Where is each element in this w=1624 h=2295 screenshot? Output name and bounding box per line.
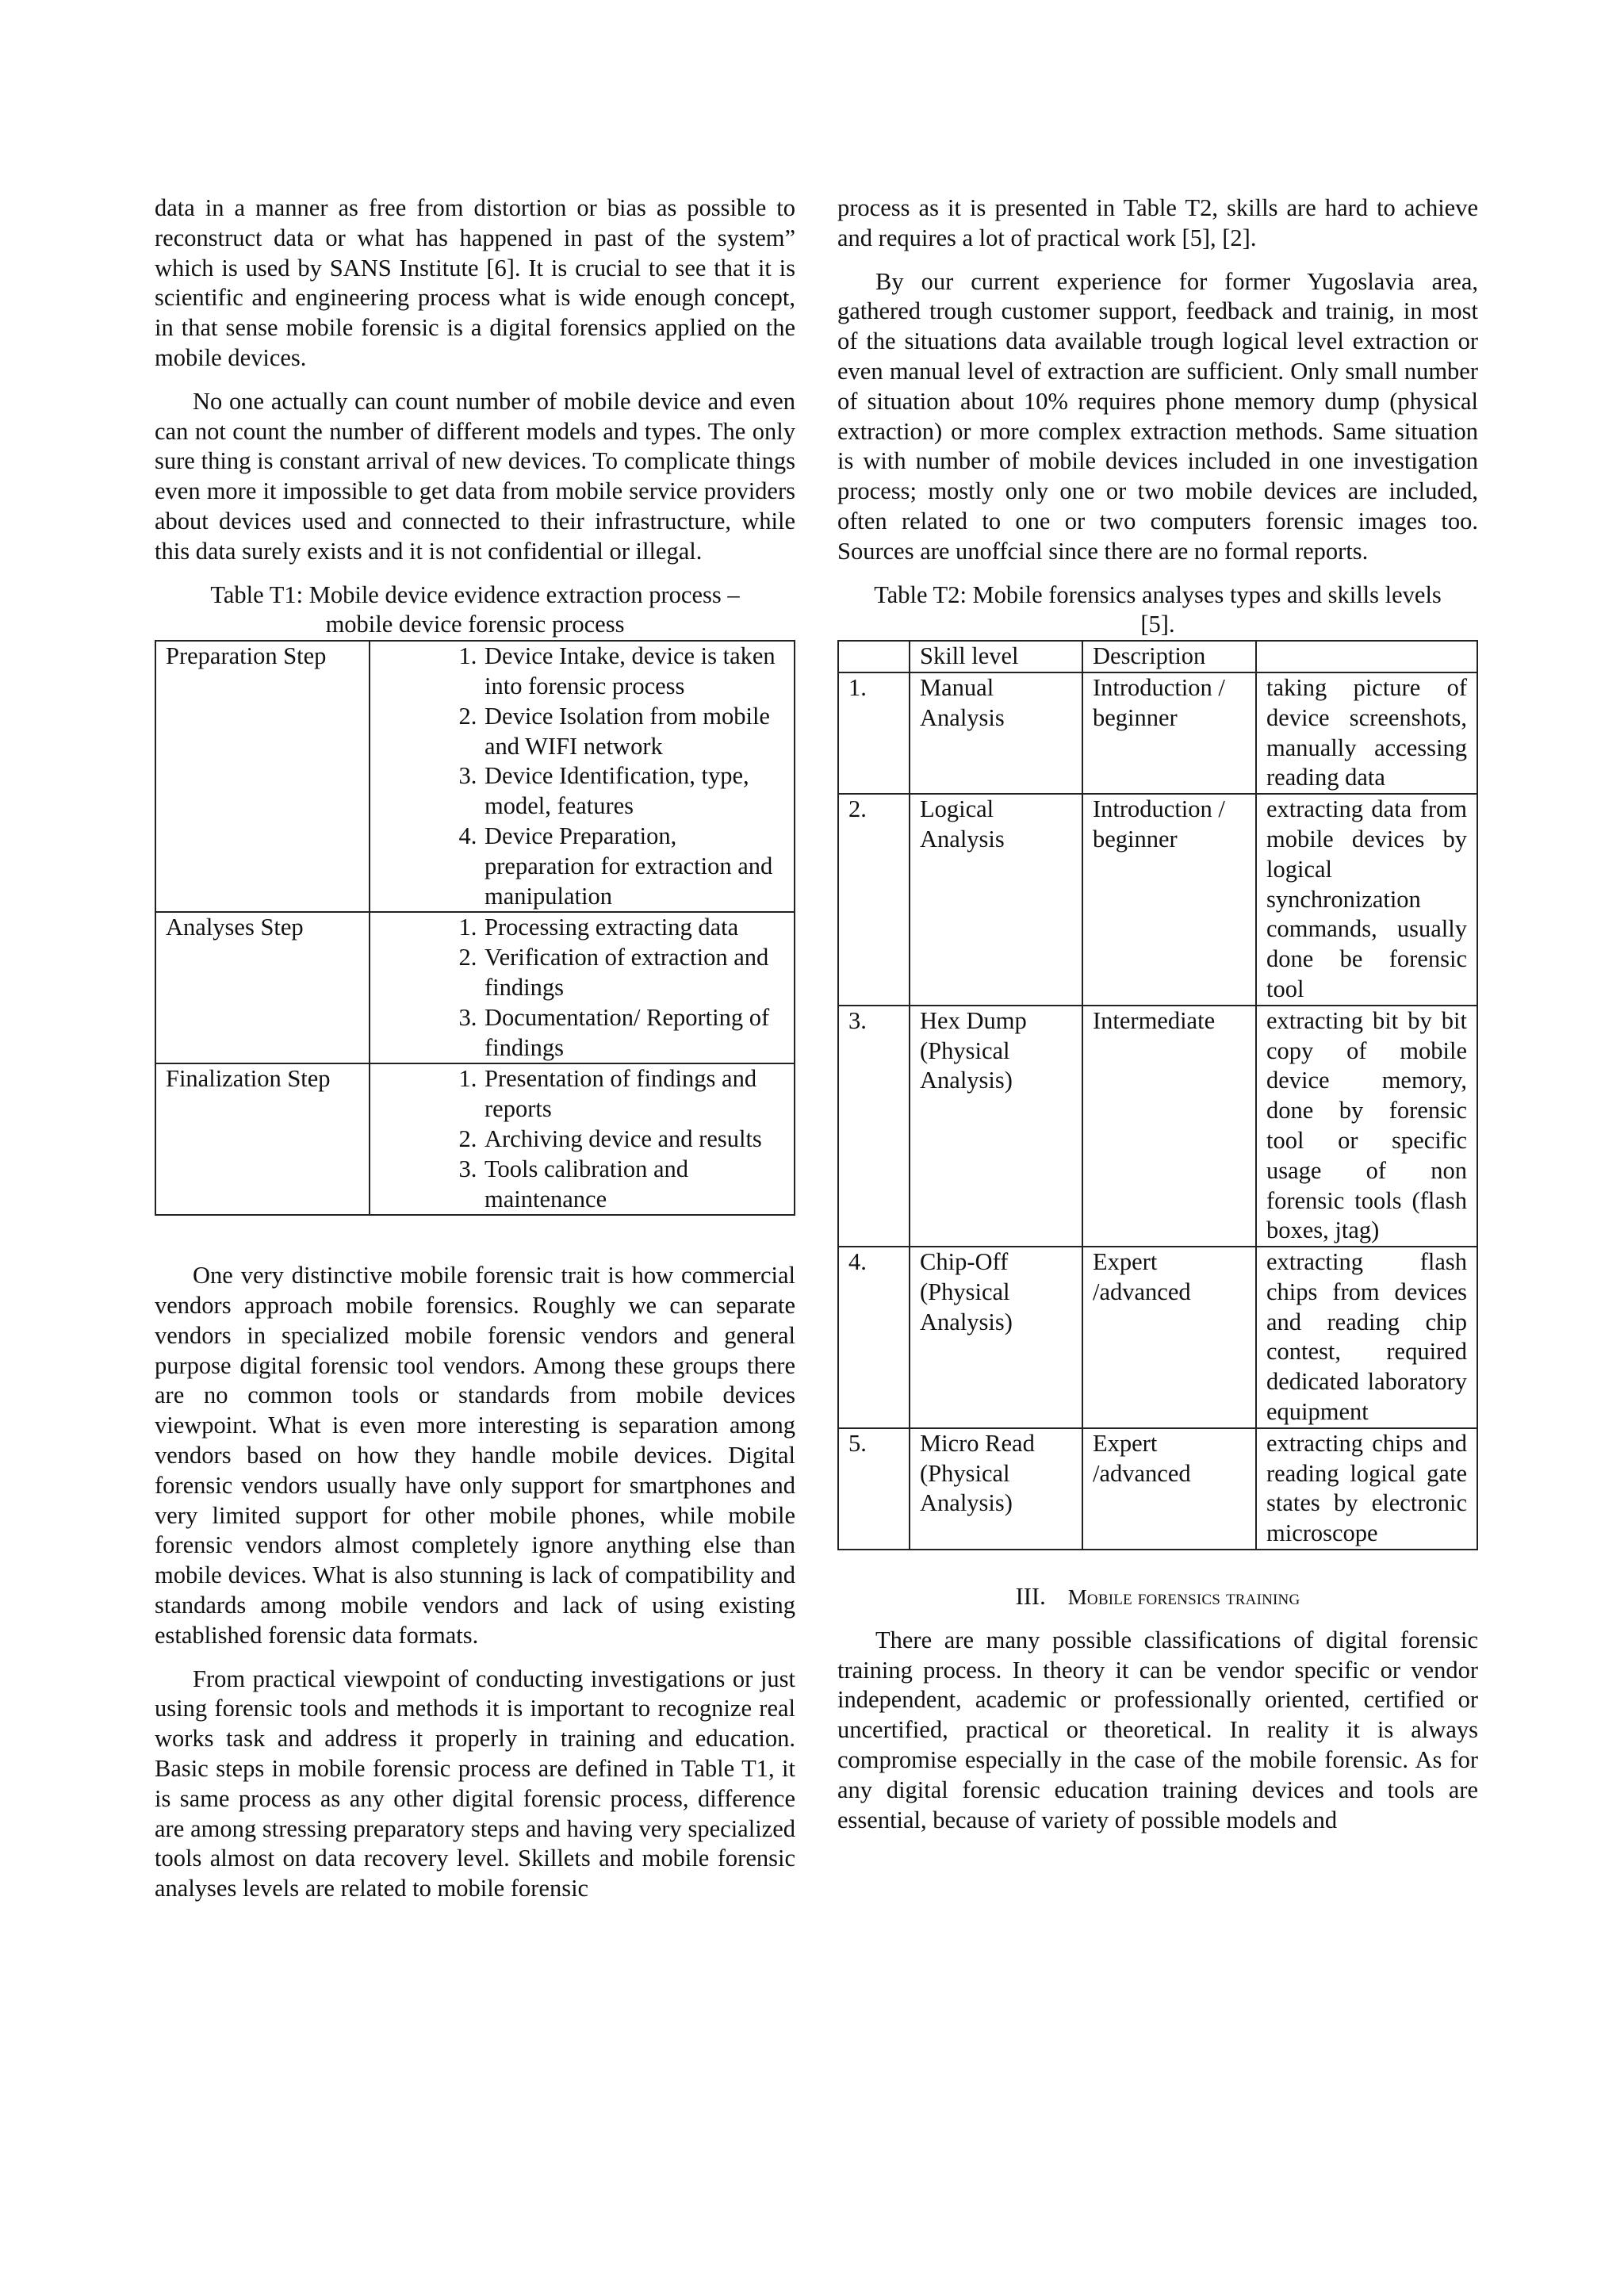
table-cell-step: Analyses Step (155, 912, 370, 1063)
list-item: 3. Documentation/ Reporting of findings (483, 1003, 784, 1063)
list-item: 1. Processing extracting data (483, 913, 784, 943)
table-t1 (155, 640, 795, 1216)
section-number: III. (1015, 1583, 1046, 1611)
table-row (838, 1428, 1477, 1550)
section-title: Mobile forensics training (1067, 1585, 1300, 1610)
table-row (838, 1247, 1477, 1428)
right-paragraph-1: process as it is presented in Table T2, skills are hard to achieve and requires a lot of practical work [5], [2]. (837, 194, 1478, 251)
table-header-cell (1256, 641, 1477, 672)
left-paragraph-2: No one actually can count number of mobile device and even can not count the number of different models and types. The only sure thing is constant arrival of new devices. To complicate things even more it impossible to get data from mobile service providers about devices used and connected to their infrastructure, while this data surely exists and it is not confidential or illegal. (155, 387, 795, 565)
table-header-cell (838, 641, 910, 672)
table-cell-items (370, 641, 795, 912)
table-cell-level: Introduction / beginner (1082, 672, 1256, 794)
table-t2 (837, 640, 1478, 1550)
table-row (155, 912, 795, 1063)
table-cell-skill: Manual Analysis (910, 672, 1082, 794)
table-cell-description: extracting chips and reading logical gate states by electronic microscope (1256, 1428, 1477, 1550)
list-item: 1. Device Intake, device is taken into forensic process (483, 642, 784, 702)
left-paragraph-3: One very distinctive mobile forensic trait is how commercial vendors approach mobile forensics. Roughly we can separate vendors in specialized mobile forensic vendors and general purpose digital forensic tool vendors. Among these groups there are no common tools or standards from mobile devices viewpoint. What is even more interesting is separation among vendors based on how they handle mobile devices. Digital forensic vendors usually have only support for smartphones and very limited support for other mobile phones, while mobile forensic vendors almost completely ignore anything else than mobile devices. What is also stunning is lack of compatibility and standards among mobile vendors and lack of using existing established forensic data formats. (155, 1262, 795, 1649)
list-item: 3. Device Identification, type, model, features (483, 761, 784, 822)
table-cell-items (370, 1063, 795, 1215)
table-cell-skill: Micro Read (Physical Analysis) (910, 1428, 1082, 1550)
table-cell-items (370, 912, 795, 1063)
table-row (838, 1006, 1477, 1247)
list-item: 1. Presentation of findings and reports (483, 1064, 784, 1125)
table-cell-skill: Chip-Off (Physical Analysis) (910, 1247, 1082, 1428)
table-cell-num: 2. (838, 794, 910, 1006)
table-cell-level: Introduction / beginner (1082, 794, 1256, 1006)
table-cell-skill: Hex Dump (Physical Analysis) (910, 1006, 1082, 1247)
table-cell-level: Expert /advanced (1082, 1247, 1256, 1428)
list-item: 4. Device Preparation, preparation for extraction and manipulation (483, 822, 784, 911)
table-cell-description: extracting flash chips from devices and reading chip contest, required dedicated laboratory equipment (1256, 1247, 1477, 1428)
table-cell-num: 4. (838, 1247, 910, 1428)
list-item: 2. Device Isolation from mobile and WIFI network (483, 702, 784, 762)
right-paragraph-3: There are many possible classifications of digital forensic training process. In theory it can be vendor specific or vendor independent, academic or professionally oriented, certified or uncertified, practical or theoretical. In reality it is always compromise especially in the case of the mobile forensic. As for any digital forensic education training devices and tools are essential, because of variety of possible models and (837, 1626, 1478, 1833)
table-cell-num: 5. (838, 1428, 910, 1550)
table-t1-caption: Table T1: Mobile device evidence extraction process – mobile device forensic process (210, 580, 740, 638)
table-cell-num: 1. (838, 672, 910, 794)
section-heading (837, 1582, 1478, 1613)
table-row (838, 672, 1477, 794)
table-cell-description: extracting bit by bit copy of mobile device memory, done by forensic tool or specific usage of non forensic tools (flash boxes, jtag) (1256, 1006, 1477, 1247)
left-paragraph-1: data in a manner as free from distortion or bias as possible to reconstruct data or what has happened in past of the system” which is used by SANS Institute [6]. It is crucial to see that it is scientific and engineering process what is wide enough concept, in that sense mobile forensic is a digital forensics applied on the mobile devices. (155, 194, 795, 371)
table-cell-num: 3. (838, 1006, 910, 1247)
table-t2-caption: Table T2: Mobile forensics analyses types and skills levels [5]. (874, 580, 1442, 638)
table-cell-step: Finalization Step (155, 1063, 370, 1215)
table-header-cell: Skill level (910, 641, 1082, 672)
table-row (155, 1063, 795, 1215)
left-paragraph-4: From practical viewpoint of conducting investigations or just using forensic tools and methods it is important to recognize real works task and address it properly in training and education. Basic steps in mobile forensic process are defined in Table T1, it is same process as any other digital forensic process, difference are among stressing preparatory steps and having very specialized tools almost on data recovery level. Skillets and mobile forensic analyses levels are related to mobile forensic (155, 1665, 795, 1902)
table-cell-description: taking picture of device screenshots, manually accessing reading data (1256, 672, 1477, 794)
table-row (838, 794, 1477, 1006)
list-item: 3. Tools calibration and maintenance (483, 1155, 784, 1215)
table-header-row (838, 641, 1477, 672)
table-cell-description: extracting data from mobile devices by logical synchronization commands, usually done be forensic tool (1256, 794, 1477, 1006)
table-row (155, 641, 795, 912)
right-column (837, 193, 1478, 1849)
list-item: 2. Verification of extraction and findings (483, 943, 784, 1003)
table-cell-skill: Logical Analysis (910, 794, 1082, 1006)
table-cell-step: Preparation Step (155, 641, 370, 912)
table-cell-level: Intermediate (1082, 1006, 1256, 1247)
table-header-cell: Description (1082, 641, 1256, 672)
right-paragraph-2: By our current experience for former Yugoslavia area, gathered trough customer support, feedback and trainig, in most of the situations data available trough logical level extraction or even manual level of extraction are sufficient. Only small number of situation about 10% requires phone memory dump (physical extraction) or more complex extraction methods. Same situation is with number of mobile devices included in one investigation process; mostly only one or two mobile devices are included, often related to one or two computers forensic images too. Sources are unoffcial since there are no formal reports. (837, 267, 1478, 565)
left-column (155, 193, 795, 1918)
table-cell-level: Expert /advanced (1082, 1428, 1256, 1550)
list-item: 2. Archiving device and results (483, 1125, 784, 1155)
